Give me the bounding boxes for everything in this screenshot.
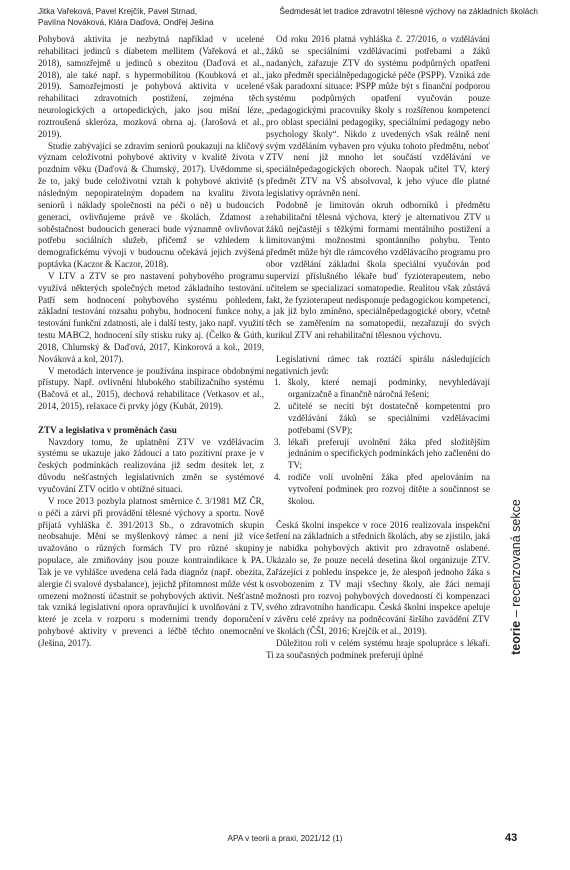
list-number: 4. <box>274 472 281 483</box>
sidebar-section-label <box>509 499 523 655</box>
list-item <box>266 401 490 437</box>
sidebar-label-bold: teorie <box>509 620 523 655</box>
paragraph: Česká školní inspekce v roce 2016 realizovala inspekční šetření na základních a středních školách, aby se zjistilo, jaká je nabídka pohybových aktivit pro zdravotně oslabené. Ukázalo se, že pouze necelá desetina škol organizuje ZTV. Zařázející z pohledu inspekce je, že alespoň jednoho žáka s osvobozením z TV mají všechny školy, ale žáci nemají možnosti pro rozvoj pohybových dovedností či kompenzaci svého zdravotního handicapu. Česká školní inspekce apeluje v závěru celé zprávy na podněcování širšího zavádění ZTV ve školách (ČŠI, 2016; Krejčík et al., 2019). <box>266 519 490 637</box>
spacer <box>266 342 490 354</box>
header-running-title: Šedmdesát let tradice zdravotní tělesné výchovy na základních školách <box>279 7 538 16</box>
page-footer <box>0 832 570 848</box>
paragraph: V metodách intervence je používána inspirace obdobnými přístupy. Např. ovlivnění hlubokého stabilizačního systému (Bačová et al., 2015), dechová rehabilitace (Vetkasov et al., 2014, 2015), relaxace či prvky jógy (Kubát, 2019). <box>38 365 264 412</box>
negative-effects-list <box>266 377 490 507</box>
list-text: lékaři preferují uvolnění žáka před složitějším jednáním o specifických podmínkách jeho začlenění do TV; <box>288 436 491 471</box>
header-authors-line-1: Jitka Vařeková, Pavel Krejčík, Pavel Strnad, <box>38 7 198 16</box>
right-column <box>266 34 490 662</box>
page-number: 43 <box>505 832 518 844</box>
footer-journal: APA v teorii a praxi, 2021/12 (1) <box>227 834 343 843</box>
left-column <box>38 34 264 650</box>
list-text: školy, které nemají podmínky, nevyhledávají organizačně a finančně náročná řešení; <box>288 377 490 400</box>
list-number: 2. <box>274 401 281 412</box>
paragraph: Pohybová aktivita je nezbytná například v ucelené rehabilitaci jedinců s diabetem mellitem (Vařeková et al., 2018), samozřejmě u jedinců s obezitou (Daďová et al., 2018), ale také např. s hypermobilitou (Koubková et al., 2019). Samozřejmostí je pohybová aktivita v ucelené rehabilitaci zdravotních postižení, zejména těch neurologických a ortopedických, jako jsou mišní léze, roztroušená skleróza, mozková obrna aj. (Jarošová et al., 2019). <box>38 34 264 139</box>
paragraph: Navzdory tomu, že uplatnění ZTV ve vzdělávacím systému se ukazuje jako žádoucí a tato pozitivní praxe je v českých podmínkách realizována již sedm desítek let, z důvodu nešťastných legislativních změn se systémové vyučování ZTV ocitlo v obtížné situaci. <box>38 436 264 495</box>
sidebar-label-rest: – recenzovaná sekce <box>509 499 523 621</box>
header-authors-line-2: Pavlína Nováková, Klára Daďová, Ondřej Ješina <box>38 18 214 27</box>
paragraph: V roce 2013 pozbyla platnost směrnice č. 3/1981 MZ ČR, o péči a zárvi při provádění tělesné výchovy a sportu. Nově přijatá vyhláška č. 391/2013 Sb., o zdravotních skupin neobsahuje. Mění se myšlenkový rámec a není již více uvažováno o různých formách TV pro různé skupiny populace, ale zmiňovány jsou pouze kontraindikace k PA. Tak je ve vyhlášce uvedena celá řada diagnóz (např. obezita, alergie či svalové dysbalance), jejichž přítomnost může vést k omezení možností účastnit se pohybových aktivit. Nešťastně tak vzniká legislativní opora opravňující k uvolňování z TV, které je zcela v rozporu s moderními trendy doporučení pohybové aktivity v prevenci a léčbě těchto onemocnění (Ješina, 2017). <box>38 495 264 648</box>
list-number: 1. <box>274 377 281 388</box>
paragraph: Podobně je limitován okruh odborníků i předmětu rehabilitační tělesná výchova, který je alternativou ZTV u žáků nejčastěji s těžkými formami mentálního postižení a limitovanými možnostmi spontánního pohybu. Tento předmět může být dle rámcového vzdělávacího programu pro obor vzdělání základní škola speciální vyučován pod supervizí příslušného lékaře buď fyzioterapeutem, nebo učitelem se specializací somatopedie. Realitou však zůstává fakt, že fyzioterapeut nedisponuje pedagogickou kompetencí, a jak již bylo zmíněno, speciálněpedagogické obory, včetně těch se zaměřením na somatopedii, nezařazují do svých kurikul ZTV ani rehabilitační tělesnou výchovu. <box>266 199 490 341</box>
list-item <box>266 437 490 473</box>
spacer <box>266 508 490 520</box>
paragraph: Legislativní rámec tak roztáčí spirálu následujících negativních jevů: <box>266 353 490 376</box>
spacer <box>38 413 264 425</box>
list-number: 3. <box>274 436 281 447</box>
section-sidebar <box>505 493 527 661</box>
list-item <box>266 472 490 508</box>
list-item <box>266 377 490 401</box>
page-header <box>38 6 538 32</box>
paragraph: Studie zabývající se zdravím seniorů poukazují na klíčový význam celoživotní pohybové aktivity v kvalitě života v pozdním věku (Daďová & Chumský, 2017). Uvědomme si, že to, jaký bude celoživotní vztah k pohybové aktivitě (s následným nepopiratelným dopadem na kvalitu života seniorů i náklady společnosti na péči o ně) u budoucích generací, ovlivňujeme právě ve školách. Zdatnost a soběstačnost budoucích generací bude významně ovlivňovat potřebu sociálních služeb, přičemž se vzhledem k demografickému vývoji v budoucnu očekává jejich zvýšená poptávka (Kaczor & Kaczor, 2018). <box>38 140 264 270</box>
paragraph: Důležitou roli v celém systému hraje spolupráce s lékaři. Ti za současných podmínek preferují úplné <box>266 637 490 660</box>
paragraph: Od roku 2016 platná vyhláška č. 27/2016, o vzdělávání žáků se speciálními vzdělávacími potřebami a žáků nadaných, zařazuje ZTV do systému podpůrných opatření jako předmět speciálněpedagogické péče (PSPP). Vzniká zde však paradoxní situace: PSPP může být s finanční podporou systému podpůrných opatření vyučován pouze „pedagogickými pracovníky školy s rozšířenou kompetencí pro oblast speciální pedagogiky, speciálními pedagogy nebo psychology školy“. Nikdo z uvedených však reálně není svým vzděláním vybaven pro výuku tohoto předmětu, neboť ZTV není již mnoho let součástí vzdělávání ve speciálněpedagogických oborech. Naopak učitel TV, který předmět ZTV na VŠ absolvoval, k jeho výuce dle platné legislativy oprávněn není. <box>266 34 490 198</box>
list-text: učitelé se necítí být dostatečně kompetentní pro vzdělávání žáků se speciálními vzdělávacími potřebami (SVP); <box>288 401 490 435</box>
list-text: rodiče volí uvolnění žáka před apelováním na vytvoření podmínek pro rozvoj dítěte a součinnost se školou. <box>288 472 490 506</box>
header-authors <box>38 6 248 28</box>
paragraph: V LTV a ZTV se pro nastavení pohybového programu využívá některých společných metod základního testování. Patří sem hodnocení pohybového systému pohledem, základní testování rozsahu pohybu, hodnocení funkce nohy, testování funkční zdatnosti, ale i další testy, jako např. využití testu MABC2, hodnocení síly stisku ruky aj. (Čelko & Gúth, 2018, Chlumský & Daďová, 2017, Kinkorová a kol., 2019, Nováková a kol, 2017). <box>38 270 264 364</box>
section-heading: ZTV a legislativa v proměnách času <box>38 424 177 435</box>
